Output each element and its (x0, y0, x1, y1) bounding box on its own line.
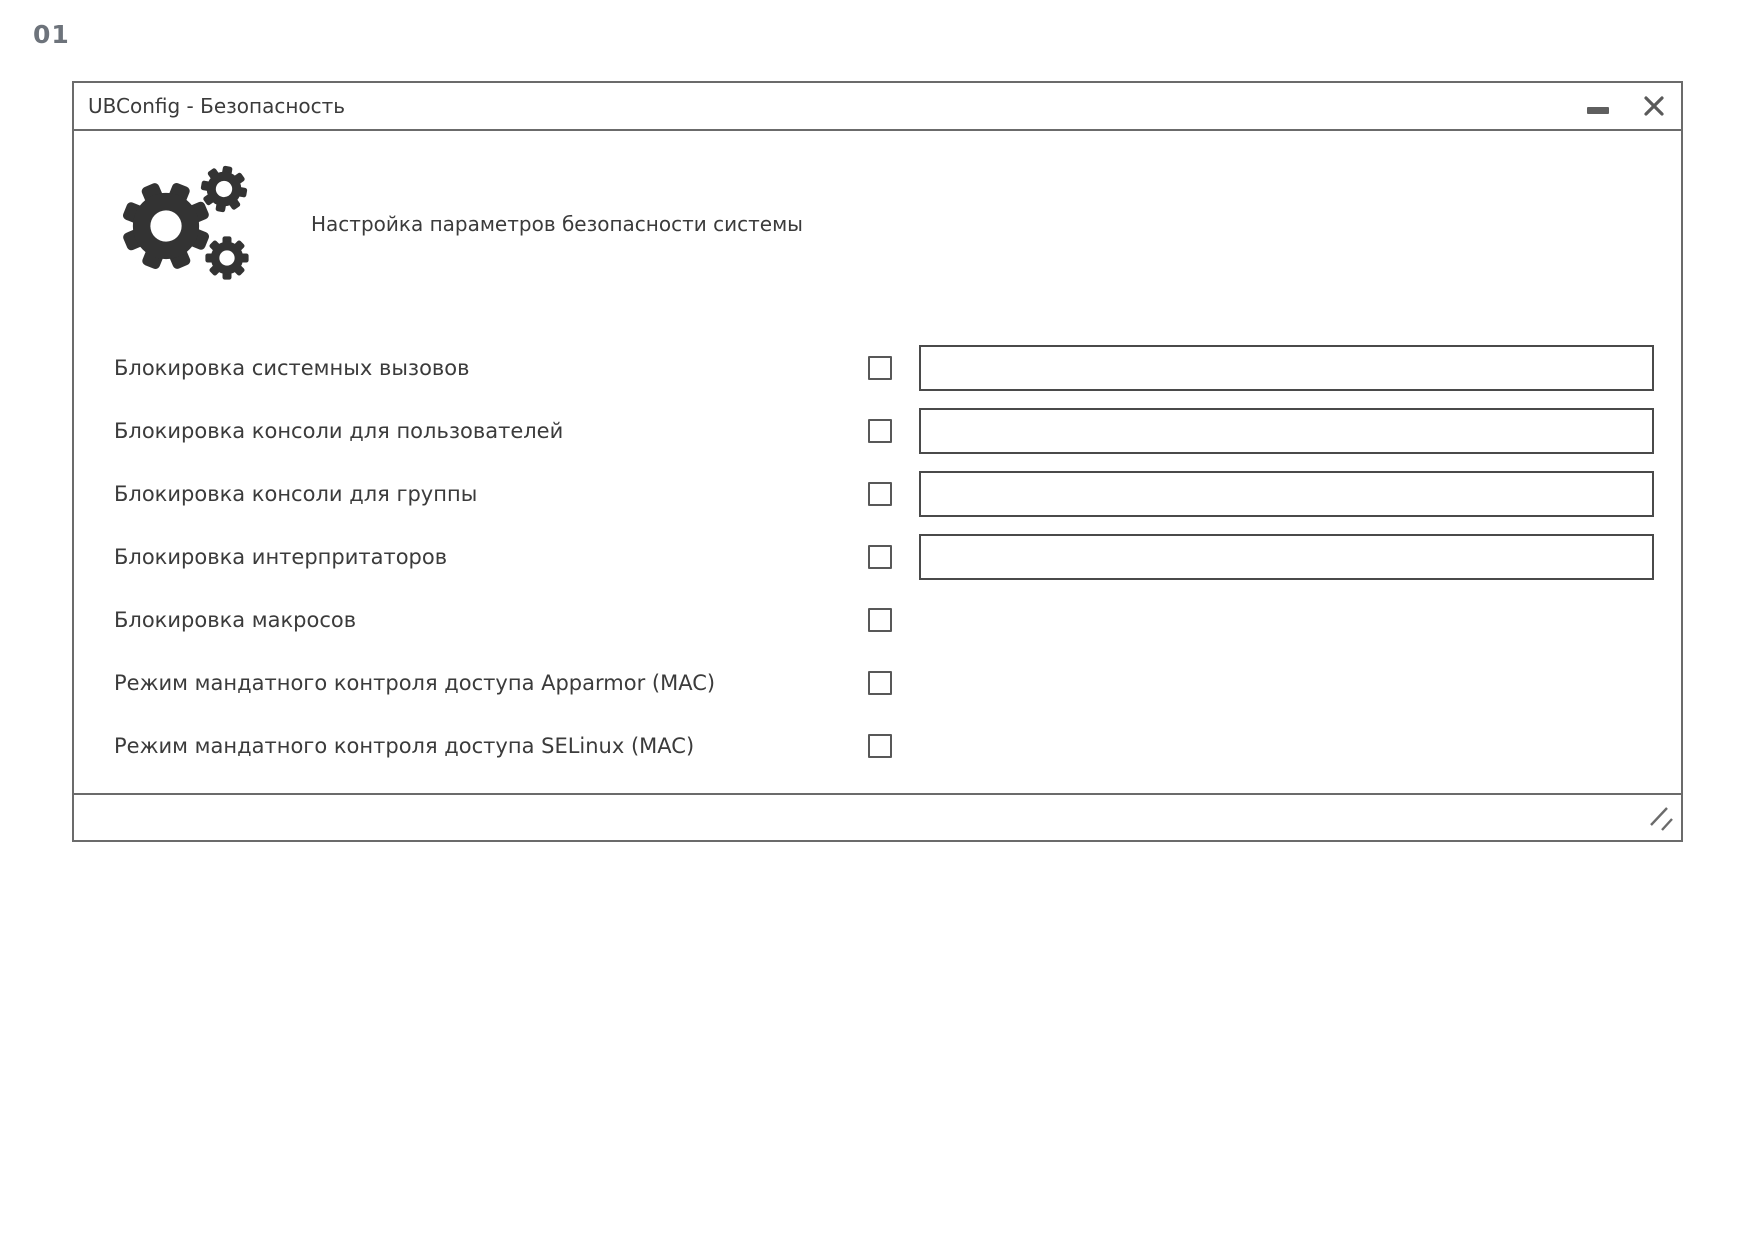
row-checkbox[interactable] (868, 608, 892, 632)
slide-number: 01 (33, 20, 70, 49)
row-label: Режим мандатного контроля доступа SELinux (MAC) (114, 734, 695, 758)
window-titlebar[interactable] (74, 83, 1681, 131)
row-label: Блокировка макросов (114, 608, 357, 632)
settings-row (114, 534, 1654, 580)
settings-row (114, 408, 1654, 454)
app-window (72, 81, 1683, 842)
hero-section (122, 165, 803, 283)
row-text-input[interactable] (919, 408, 1654, 454)
resize-grip-icon[interactable] (1647, 805, 1675, 833)
gears-icon (122, 165, 256, 283)
settings-row (114, 660, 1654, 706)
window-controls (1585, 93, 1667, 119)
minimize-icon (1587, 107, 1609, 114)
row-label: Блокировка системных вызовов (114, 356, 470, 380)
settings-row (114, 597, 1654, 643)
row-checkbox[interactable] (868, 356, 892, 380)
close-button[interactable] (1641, 93, 1667, 119)
settings-row (114, 723, 1654, 769)
settings-row (114, 471, 1654, 517)
row-checkbox[interactable] (868, 671, 892, 695)
row-label: Блокировка консоли для пользователей (114, 419, 564, 443)
close-icon (1642, 94, 1666, 118)
row-text-input[interactable] (919, 471, 1654, 517)
settings-form (114, 345, 1654, 769)
minimize-button[interactable] (1585, 93, 1611, 119)
row-text-input[interactable] (919, 534, 1654, 580)
row-text-input[interactable] (919, 345, 1654, 391)
row-label: Блокировка консоли для группы (114, 482, 478, 506)
row-checkbox[interactable] (868, 734, 892, 758)
row-label: Режим мандатного контроля доступа Apparmor (MAC) (114, 671, 716, 695)
row-checkbox[interactable] (868, 545, 892, 569)
status-bar (74, 793, 1681, 840)
row-checkbox[interactable] (868, 419, 892, 443)
row-checkbox[interactable] (868, 482, 892, 506)
settings-row (114, 345, 1654, 391)
row-label: Блокировка интерпритаторов (114, 545, 448, 569)
window-title: UBConfig - Безопасность (88, 94, 346, 118)
page-title: Настройка параметров безопасности системы (311, 212, 803, 236)
